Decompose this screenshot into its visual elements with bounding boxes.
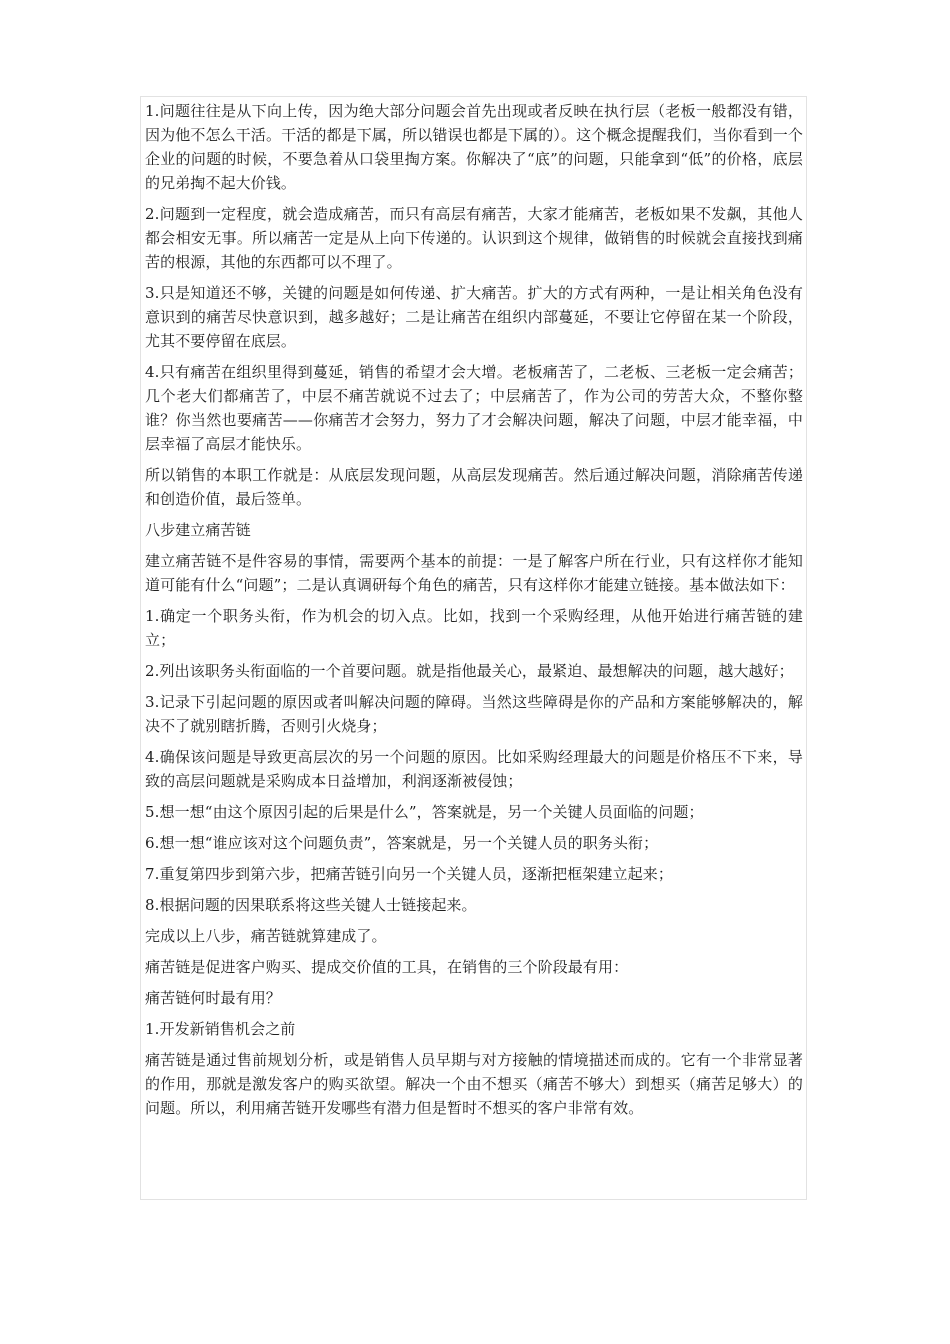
step-8: 8.根据问题的因果联系将这些关键人士链接起来。: [145, 896, 477, 914]
step-4: 4.确保该问题是导致更高层次的另一个问题的原因。比如采购经理最大的问题是价格压不下来，导致的高层问题就是采购成本日益增加，利润逐渐被侵蚀；: [145, 748, 803, 790]
step-3: 3.记录下引起问题的原因或者叫解决问题的障碍。当然这些障碍是你的产品和方案能够解决的，解决不了就别瞎折腾，否则引火烧身；: [145, 693, 803, 735]
paragraph-presale-analysis: 痛苦链是通过售前规划分析，或是销售人员早期与对方接触的情境描述而成的。它有一个非常显著的作用，那就是激发客户的购买欲望。解决一个由不想买（痛苦不够大）到想买（痛苦足够大）的问题。所以，利用痛苦链开发哪些有潜力但是暂时不想买的客户非常有效。: [145, 1051, 803, 1117]
paragraph-complete: 完成以上八步，痛苦链就算建成了。: [145, 927, 387, 945]
subheading-before-new-opportunity: 1.开发新销售机会之前: [145, 1020, 296, 1038]
paragraph-problem-flow: 1.问题往往是从下向上传，因为绝大部分问题会首先出现或者反映在执行层（老板一般都没有错，因为他不怎么干活。干活的都是下属，所以错误也都是下属的）。这个概念提醒我们，当你看到一个企业的问题的时候，不要急着从口袋里掏方案。你解决了“底”的问题，只能拿到“低”的价格，底层的兄弟掏不起大价钱。: [145, 102, 803, 192]
section-heading-when-useful: 痛苦链何时最有用？: [145, 989, 281, 1007]
step-6: 6.想一想“谁应该对这个问题负责”，答案就是，另一个关键人员的职务头衔；: [145, 834, 659, 852]
section-heading-eight-steps: 八步建立痛苦链: [145, 521, 251, 539]
step-1: 1.确定一个职务头衔，作为机会的切入点。比如，找到一个采购经理，从他开始进行痛苦链的建立；: [145, 607, 803, 649]
paragraph-pain-top-down: 2.问题到一定程度，就会造成痛苦，而只有高层有痛苦，大家才能痛苦，老板如果不发飙，其他人都会相安无事。所以痛苦一定是从上向下传递的。认识到这个规律，做销售的时候就会直接找到痛苦的根源，其他的东西都可以不理了。: [145, 205, 803, 271]
step-5: 5.想一想“由这个原因引起的后果是什么”，答案就是，另一个关键人员面临的问题；: [145, 803, 704, 821]
step-7: 7.重复第四步到第六步，把痛苦链引向另一个关键人员，逐渐把框架建立起来；: [145, 865, 673, 883]
paragraph-sales-duty: 所以销售的本职工作就是：从底层发现问题，从高层发现痛苦。然后通过解决问题，消除痛苦传递和创造价值，最后签单。: [145, 466, 803, 508]
paragraph-spread-pain: 3.只是知道还不够，关键的问题是如何传递、扩大痛苦。扩大的方式有两种，一是让相关角色没有意识到的痛苦尽快意识到，越多越好；二是让痛苦在组织内部蔓延，不要让它停留在某一个阶段，尤其不要停留在底层。: [145, 284, 803, 350]
paragraph-tool-summary: 痛苦链是促进客户购买、提成交价值的工具，在销售的三个阶段最有用：: [145, 958, 629, 976]
paragraph-pain-in-organization: 4.只有痛苦在组织里得到蔓延，销售的希望才会大增。老板痛苦了，二老板、三老板一定会痛苦；几个老大们都痛苦了，中层不痛苦就说不过去了；中层痛苦了，作为公司的劳苦大众，不整你整谁？你当然也要痛苦——你痛苦才会努力，努力了才会解决问题，解决了问题，中层才能幸福，中层幸福了高层才能快乐。: [145, 363, 803, 453]
paragraph-prerequisites: 建立痛苦链不是件容易的事情，需要两个基本的前提：一是了解客户所在行业，只有这样你才能知道可能有什么“问题”；二是认真调研每个角色的痛苦，只有这样你才能建立链接。基本做法如下：: [145, 552, 803, 594]
document-page: [140, 96, 807, 1200]
step-2: 2.列出该职务头衔面临的一个首要问题。就是指他最关心，最紧迫、最想解决的问题，越大越好；: [145, 662, 794, 680]
